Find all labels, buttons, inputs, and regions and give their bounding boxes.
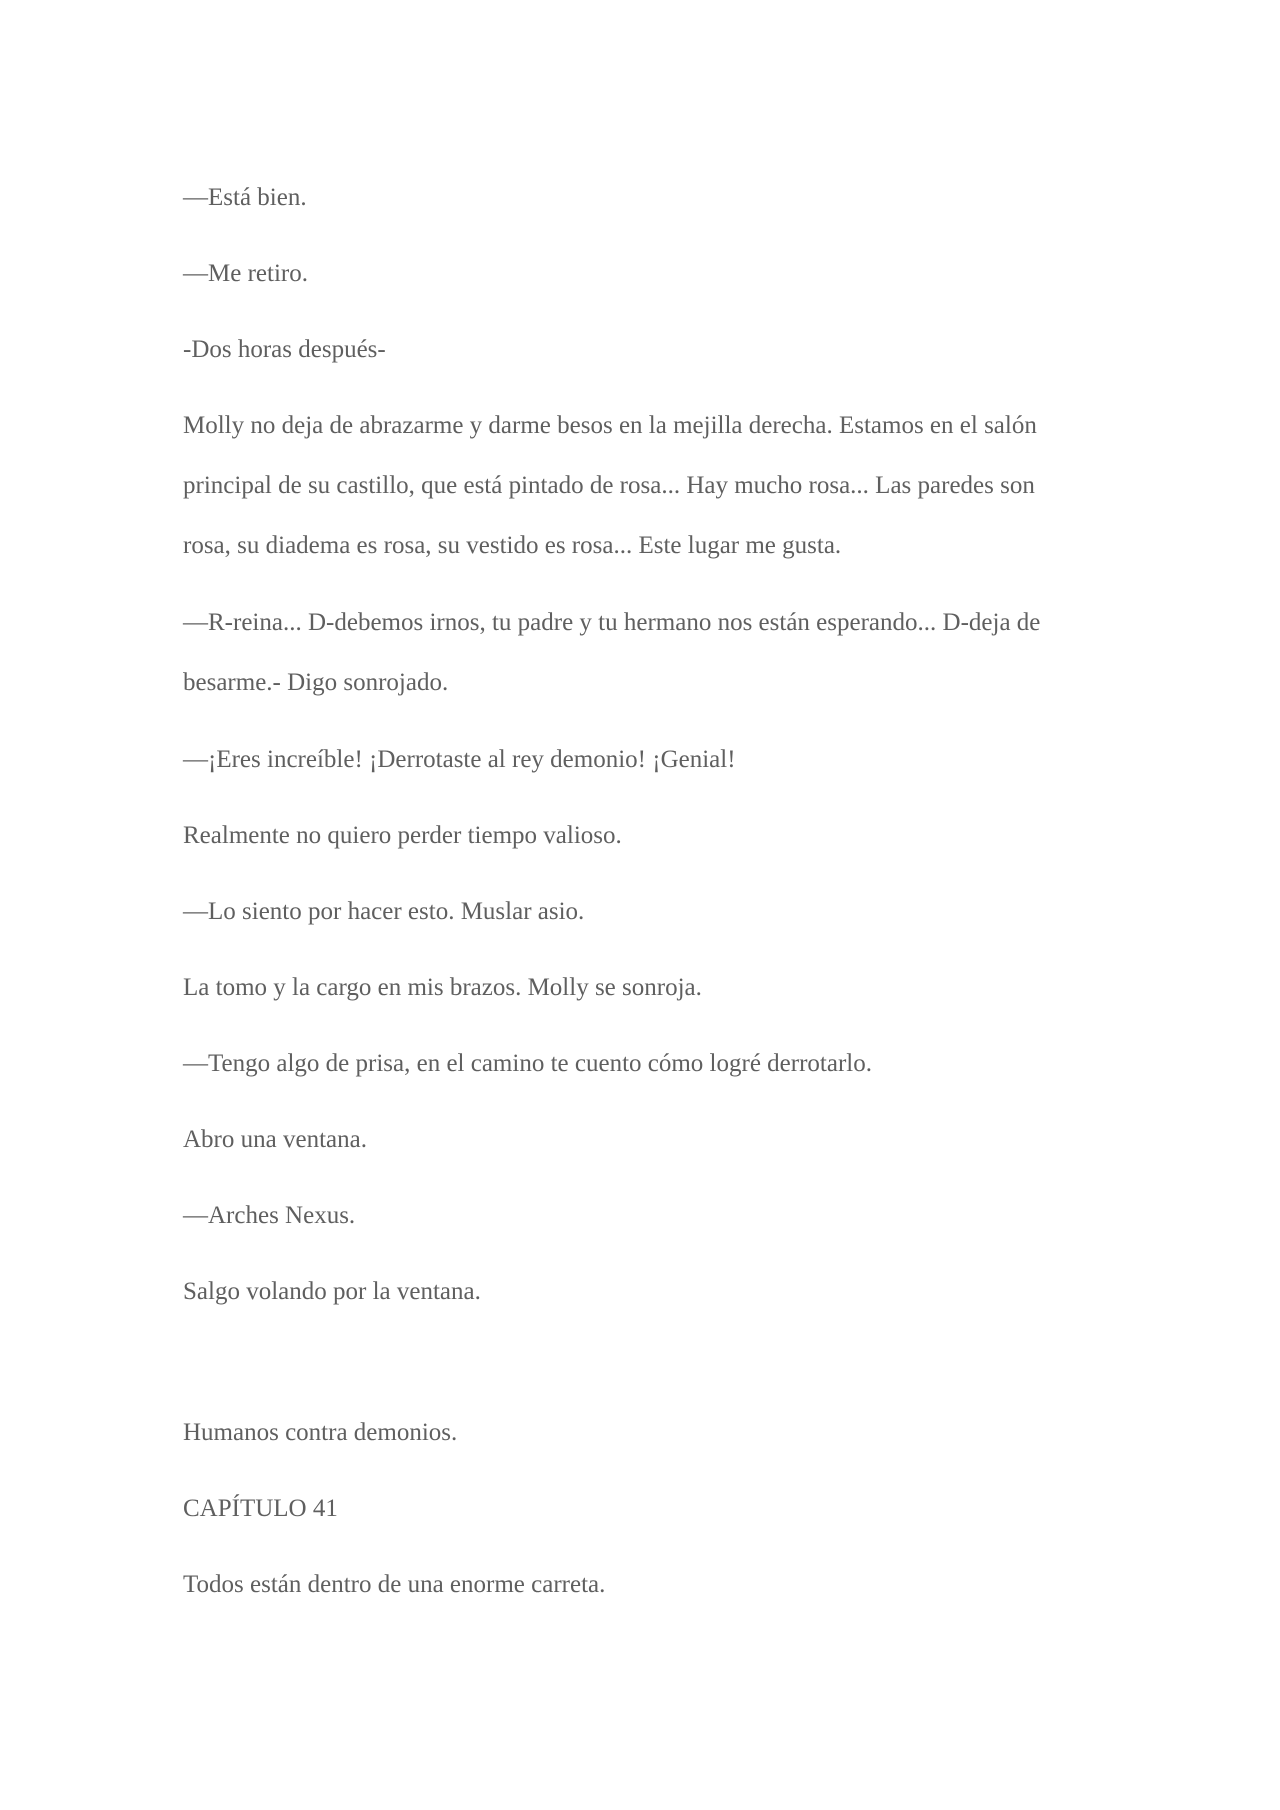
dialogue-line: —Lo siento por hacer esto. Muslar asio.	[183, 898, 585, 925]
narrative-line: Salgo volando por la ventana.	[183, 1278, 481, 1305]
narrative-line: Todos están dentro de una enorme carreta.	[183, 1571, 606, 1598]
narrative-line: Realmente no quiero perder tiempo valioso.	[183, 822, 622, 849]
chapter-heading: CAPÍTULO 41	[183, 1495, 338, 1522]
dialogue-line: —Me retiro.	[183, 260, 308, 287]
book-title: Humanos contra demonios.	[183, 1419, 458, 1446]
dialogue-line: —R-reina... D-debemos irnos, tu padre y tu hermano nos están esperando... D-deja de	[183, 609, 1041, 636]
narrative-line: rosa, su diadema es rosa, su vestido es rosa... Este lugar me gusta.	[183, 532, 842, 559]
time-break-heading: -Dos horas después-	[183, 336, 386, 363]
narrative-line: principal de su castillo, que está pintado de rosa... Hay mucho rosa... Las paredes son	[183, 472, 1035, 499]
dialogue-line: —Está bien.	[183, 184, 307, 211]
narrative-line: La tomo y la cargo en mis brazos. Molly se sonroja.	[183, 974, 702, 1001]
narrative-line: Abro una ventana.	[183, 1126, 367, 1153]
dialogue-line: besarme.- Digo sonrojado.	[183, 669, 449, 696]
narrative-line: Molly no deja de abrazarme y darme besos en la mejilla derecha. Estamos en el salón	[183, 412, 1037, 439]
dialogue-line: —¡Eres increíble! ¡Derrotaste al rey demonio! ¡Genial!	[183, 746, 736, 773]
dialogue-line: —Arches Nexus.	[183, 1202, 356, 1229]
dialogue-line: —Tengo algo de prisa, en el camino te cuento cómo logré derrotarlo.	[183, 1050, 872, 1077]
